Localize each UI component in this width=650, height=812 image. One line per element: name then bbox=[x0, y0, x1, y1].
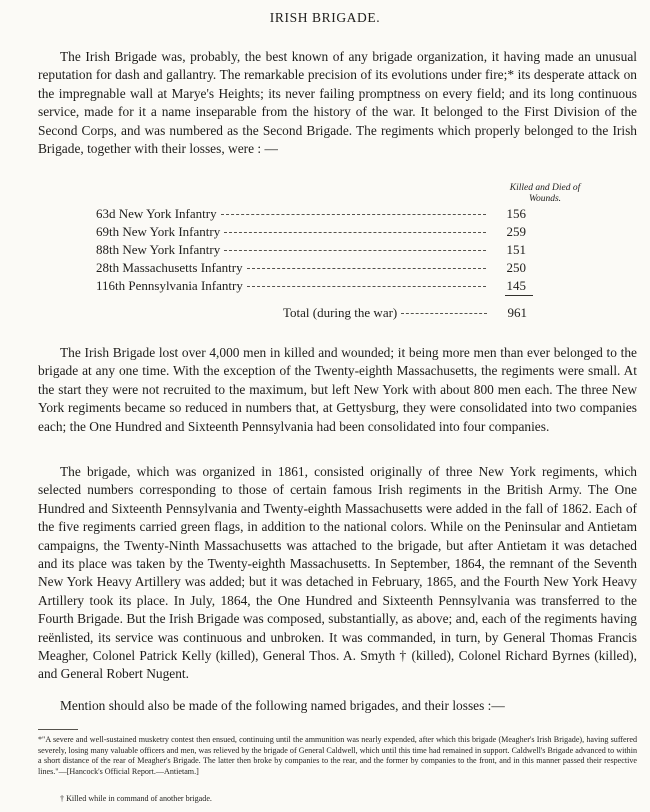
regiment-name: 116th Pennsylvania Infantry bbox=[96, 278, 243, 293]
killed-count: 250 bbox=[506, 260, 526, 275]
footnote-rule bbox=[38, 729, 78, 730]
table-row bbox=[96, 242, 526, 257]
leader-dots bbox=[221, 214, 486, 215]
losses-paragraph: The Irish Brigade lost over 4,000 men in killed and wounded; it being more men than ever belonged to the brigade at any one time. With the exception of the Twenty-eighth Massachusetts, the regiments were small. At the start they were not recruited to the maximum, but left New York with about 800 men each. The three New York regiments became so reduced in numbers that, at Gettysburg, they were consolidated into two companies each; the One Hundred and Sixteenth Pennsylvania had been consolidated into four companies. bbox=[38, 345, 637, 434]
leader-dots bbox=[224, 232, 486, 233]
page-heading: IRISH BRIGADE. bbox=[269, 10, 381, 25]
leader-dots bbox=[224, 250, 486, 251]
table-row bbox=[96, 260, 526, 275]
table-row bbox=[96, 278, 526, 293]
table-row bbox=[96, 206, 526, 221]
total-value: 961 bbox=[507, 305, 527, 320]
total-row bbox=[283, 305, 527, 320]
killed-count: 156 bbox=[506, 206, 526, 221]
killed-count: 151 bbox=[506, 242, 526, 257]
regiment-name: 28th Massachusetts Infantry bbox=[96, 260, 243, 275]
sum-rule bbox=[505, 295, 533, 296]
regiment-name: 63d New York Infantry bbox=[96, 206, 217, 221]
losses-column-header: Killed and Died of Wounds. bbox=[509, 183, 581, 204]
table-row bbox=[96, 224, 526, 239]
killed-count: 145 bbox=[506, 278, 526, 293]
leader-dots bbox=[247, 286, 486, 287]
intro-paragraph: The Irish Brigade was, probably, the best known of any brigade organization, it having made an unusual reputation for dash and gallantry. The remarkable precision of its evolutions under fire;* its desperate attack on the impregnable wall at Marye's Heights; its never failing promptness on every field; and its long continuous service, made for it a name inseparable from the history of the war. It belonged to the First Division of the Second Corps, and was numbered as the Second Brigade. The regiments which properly belonged to the Irish Brigade, together with their losses, were : — bbox=[38, 49, 637, 157]
regiment-name: 69th New York Infantry bbox=[96, 224, 221, 239]
footnote-dagger: † Killed while in command of another brigade. bbox=[60, 794, 212, 803]
mention-paragraph: Mention should also be made of the following named brigades, and their losses :— bbox=[60, 698, 505, 713]
total-label: Total (during the war) bbox=[283, 305, 398, 320]
killed-count: 259 bbox=[506, 224, 526, 239]
organization-paragraph: The brigade, which was organized in 1861, consisted originally of three New York regiments, which selected numbers corresponding to those of certain famous Irish regiments in the British Army. The One Hundred and Sixteenth Pennsylvania and Twenty-eighth Massachusetts were added in the fall of 1862. Each of the five regiments carried green flags, in addition to the national colors. While on the Peninsular and Antietam campaigns, the Twenty-Ninth Massachusetts was attached to the brigade, but after Antietam it was detached and its place was taken by the Twenty-eighth Massachusetts. In September, 1864, the remnant of the Seventh New York Heavy Artillery was added; but it was detached in February, 1865, and the Fourth New York Heavy Artillery took its place. In July, 1864, the One Hundred and Sixteenth Pennsylvania was transferred to the Fourth Brigade. But the Irish Brigade was composed, substantially, as above; and, each of the regiments having reënlisted, its service was continuous and unbroken. It was commanded, in turn, by General Thomas Francis Meagher, Colonel Patrick Kelly (killed), General Thos. A. Smyth † (killed), Colonel Richard Byrnes (killed), and General Robert Nugent. bbox=[38, 464, 637, 682]
footnote-star: *"A severe and well-sustained musketry contest then ensued, continuing until the ammunition was nearly expended, after which this brigade (Meagher's Irish Brigade), having suffered severely, losing many valuable officers and men, was relieved by the brigade of General Caldwell, which until this time had remained in support. Caldwell's Brigade advanced to within a short distance of the rear of Meagher's Brigade. The latter then broke by companies to the rear, and the former by companies to the front, and in this manner passed their respective lines."—[Hancock's Official Report.—Antietam.] bbox=[38, 735, 637, 776]
regiment-name: 88th New York Infantry bbox=[96, 242, 221, 257]
leader-dots bbox=[247, 268, 486, 269]
leader-dots bbox=[401, 313, 487, 314]
